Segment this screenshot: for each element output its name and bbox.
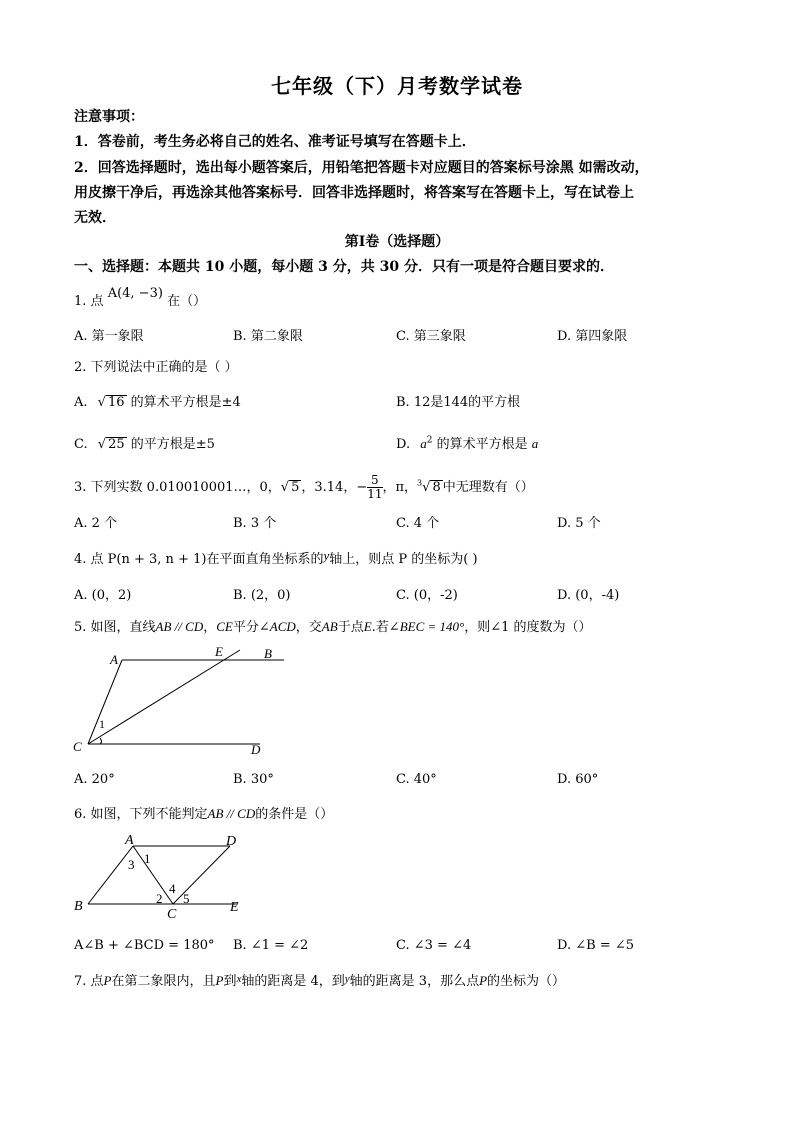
q2-d-variable: a [420,436,427,451]
q1-suffix: 在（） [167,294,207,309]
q5-ab-cd: AB // CD [155,619,204,634]
q7-y: y [344,973,350,985]
q3-radicand-5: 5 [291,480,300,495]
q5-line-ac [88,660,122,744]
q5-label-1: 1 [99,717,105,731]
q3-fraction-den: 11 [367,487,383,501]
q1-option-a[interactable]: A. 第一象限 [74,329,144,344]
q2-option-d[interactable] [396,433,538,452]
q2-d-exponent: 2 [426,435,433,446]
notice-heading: 注意事项： [74,109,144,125]
q1-option-b[interactable]: B. 第二象限 [233,329,303,344]
q6-label-e: E [230,900,239,915]
q7-mid4: 轴的距离是 3，那么点 [349,974,480,989]
q5-label-e: E [215,644,223,659]
q6-ab-cd: AB // CD [207,806,256,821]
q4-option-b[interactable]: B. (2，0) [233,588,291,603]
q2-a-label: A. [74,395,88,410]
q3-cube-index: 3 [417,478,423,488]
q2-option-b[interactable]: B. 12是144的平方根 [396,395,521,410]
q1-point [108,286,163,301]
sqrt-sign: √ [97,395,106,410]
q3-option-a[interactable]: A. 2 个 [74,516,118,531]
q3-pi: ，π， [382,480,418,495]
q3-mid: ，3.14，− [301,480,368,495]
q6-figure [70,830,260,922]
q3-option-b[interactable]: B. 3 个 [233,516,277,531]
q4-coords: (n + 3, n + 1) [116,552,207,567]
q5-option-b[interactable]: B. 30° [233,772,274,787]
q5-label-c: C [73,739,82,754]
q6-line-ac [133,846,173,904]
part-one-heading: 一、选择题：本题共 10 小题，每小题 3 分，共 30 分．只有一项是符合题目要求的． [74,259,614,275]
q4-option-d[interactable]: D. (0，-4) [557,588,620,603]
q5-label-a: A [110,652,118,667]
q2-option-c[interactable] [74,433,215,452]
q5-option-c[interactable]: C. 40° [396,772,437,787]
q7-mid2: 到 [223,974,237,989]
q5-stem-d: ，交 [295,620,322,635]
q7-prefix: 7. 点 [74,974,104,989]
q1-option-d[interactable]: D. 第四象限 [557,329,628,344]
sqrt-sign: √ [422,480,431,495]
q3-prefix: 3. 下列实数 0.010010001…，0， [74,480,281,495]
q3-option-d[interactable]: D. 5 个 [557,516,601,531]
question-6 [74,803,333,822]
notice-item-1: 1．答卷前，考生务必将自己的姓名、准考证号填写在答题卡上． [74,134,476,150]
q1-point-label: A [107,286,118,301]
section-title: 第Ⅰ卷（选择题） [344,234,450,250]
q7-p: P [479,973,488,988]
q2-a-text: 的算术平方根是±4 [130,395,241,410]
q6-label-b: B [74,899,83,914]
q7-p: P [103,973,112,988]
q4-axis: y [323,548,330,563]
q6-stem-b: 的条件是（） [255,807,334,822]
q2-a-radicand: 16 [107,395,125,410]
q6-label-3: 3 [128,857,135,872]
question-4 [74,548,478,567]
page-title: 七年级（下）月考数学试卷 [271,74,523,98]
question-2: 2. 下列说法中正确的是（ ） [74,360,238,375]
q2-c-text: 的平方根是±5 [130,437,215,452]
q3-suffix: 中无理数有（） [442,480,534,495]
q3-cube-radicand: 8 [432,480,441,495]
q2-d-end: a [531,436,539,451]
q1-point-coords: (4, −3) [117,286,163,301]
q6-label-c: C [167,907,177,922]
q6-line-ab [88,846,133,904]
q6-stem-a: 6. 如图，下列不能判定 [74,807,208,822]
q4-mid: 在平面直角坐标系的 [206,552,324,567]
q2-d-label: D. [396,437,411,452]
q5-stem-g: ，则∠1 的度数为（） [464,620,592,635]
q1-option-c[interactable]: C. 第三象限 [396,329,466,344]
q6-label-5: 5 [183,891,190,906]
q3-fraction-num: 5 [367,474,382,488]
question-1 [74,286,207,309]
notice-item-2-line-2: 用皮擦干净后，再选涂其他答案标号．回答非选择题时，将答案写在答题卡上，写在试卷上 [74,185,634,201]
q3-option-c[interactable]: C. 4 个 [396,516,440,531]
q7-p: P [215,973,224,988]
q5-stem-a: 5. 如图，直线 [74,620,156,635]
q5-bec: ∠BEC = 140° [388,619,465,634]
q5-option-a[interactable]: A. 20° [74,772,115,787]
sqrt-sign: √ [280,480,290,495]
q6-option-c[interactable]: C. ∠3 = ∠4 [396,938,472,953]
q5-option-d[interactable]: D. 60° [557,772,599,787]
q5-stem-e: 于点 [337,620,364,635]
question-7 [74,970,565,989]
q6-label-2: 2 [156,891,163,906]
q5-figure [70,642,300,760]
q2-d-text: 的算术平方根是 [436,437,528,452]
q7-suffix: 的坐标为（） [487,974,566,989]
q6-label-4: 4 [169,881,176,896]
question-5 [74,616,592,635]
q5-stem-b: ， [203,620,217,635]
q6-label-d: D [226,834,237,849]
q3-fraction [367,474,382,501]
notice-item-2-line-3: 无效． [74,210,116,226]
q5-stem-f: .若 [371,620,389,635]
q4-option-a[interactable]: A. (0，2) [74,588,132,603]
q4-option-c[interactable]: C. (0，-2) [396,588,458,603]
question-3 [74,474,534,501]
q2-option-a[interactable] [74,391,241,410]
q2-c-label: C. [74,437,88,452]
q6-label-1: 1 [144,851,151,866]
q5-ab: AB [321,619,338,634]
q6-option-d[interactable]: D. ∠B = ∠5 [557,938,634,953]
q5-stem-c: 平分 [232,620,259,635]
q5-angle-arc [100,738,102,744]
notice-item-2-line-1: 2．回答选择题时，选出每小题答案后，用铅笔把答题卡对应题目的答案标号涂黑 如需改动， [74,160,649,176]
q5-label-d: D [251,742,261,757]
q6-label-a: A [125,833,134,848]
q2-c-radicand: 25 [108,437,125,452]
q7-x: x [236,973,242,985]
q5-ce: CE [216,619,233,634]
q6-line-cd [173,846,230,904]
q5-acd: ∠ACD [258,619,296,634]
q4-suffix: 轴上，则点 P 的坐标为( ) [329,552,478,567]
q6-option-a[interactable]: A∠B + ∠BCD = 180° [74,938,215,953]
q5-e: E [363,619,372,634]
q1-prefix: 1. 点 [74,294,104,309]
q7-mid1: 在第二象限内，且 [111,974,216,989]
q7-mid3: 轴的距离是 4，到 [241,974,345,989]
q5-label-b: B [264,646,272,661]
q4-prefix: 4. 点 P [74,552,117,567]
sqrt-sign: √ [97,437,107,452]
q6-option-b[interactable]: B. ∠1 = ∠2 [233,938,309,953]
